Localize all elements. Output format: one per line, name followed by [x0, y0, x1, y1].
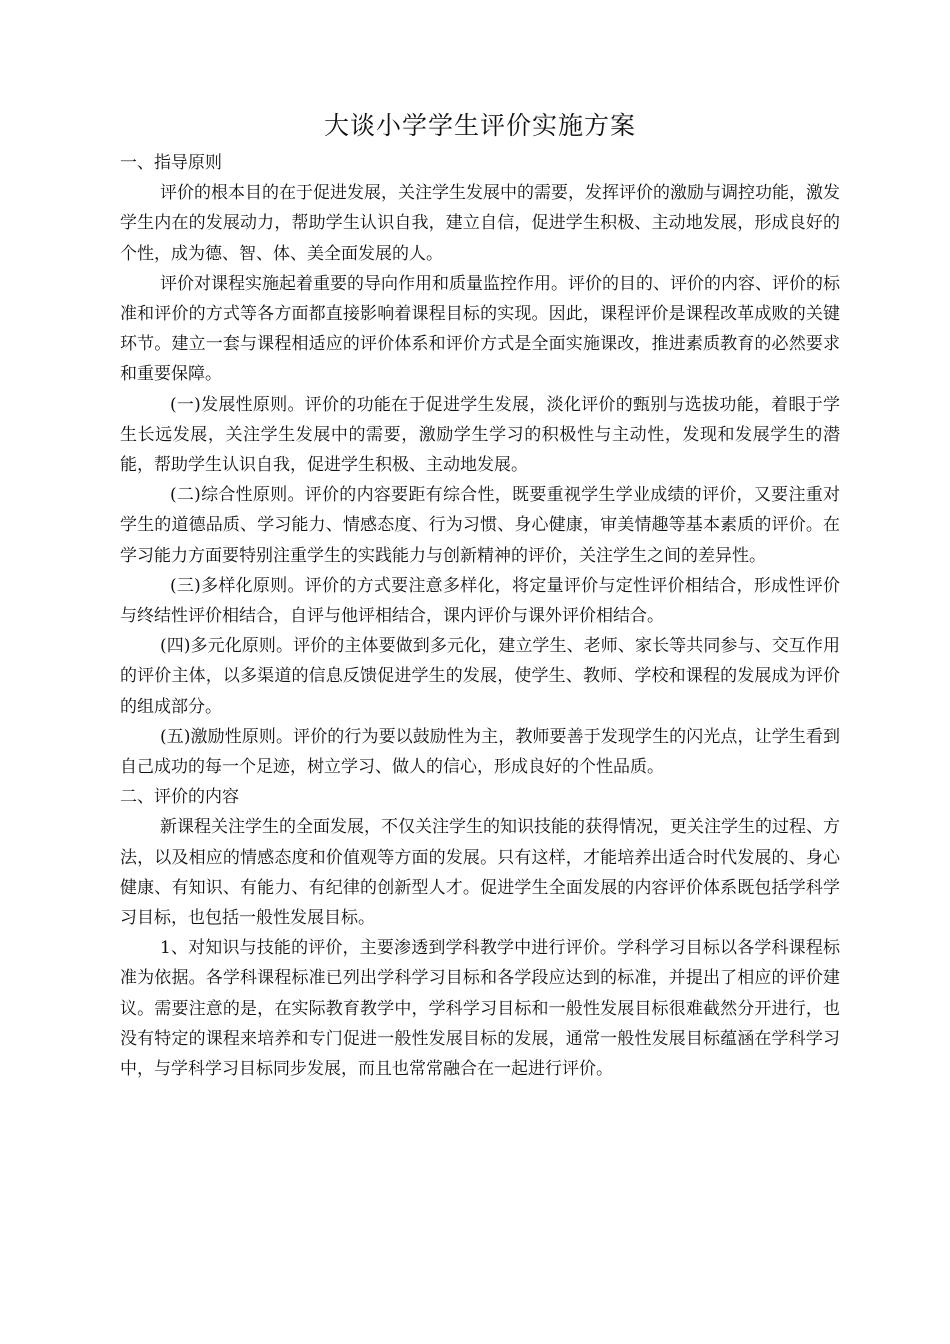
section-heading-guiding-principles: 一、指导原则 — [120, 153, 222, 173]
paragraph-evaluation-role: 评价对课程实施起着重要的导向作用和质量监控作用。评价的目的、评价的内容、评价的标准和评价的方式等各方面都直接影响着课程目标的实现。因此，课程评价是课程改革成败的关键环节。建立一套与课程相适应的评价体系和评价方式是全面实施课改，推进素质教育的必然要求和重要保障。 — [120, 273, 840, 385]
paragraph-evaluation-purpose: 评价的根本目的在于促进发展，关注学生发展中的需要，发挥评价的激励与调控功能，激发学生内在的发展动力，帮助学生认识自我，建立自信，促进学生积极、主动地发展，形成良好的个性，成为德、智、体、美全面发展的人。 — [120, 183, 840, 264]
paragraph-pluralism-principle: (四)多元化原则。评价的主体要做到多元化，建立学生、老师、家长等共同参与、交互作用的评价主体，以多渠道的信息反馈促进学生的发展，使学生、教师、学校和课程的发展成为评价的组成部分。 — [120, 636, 840, 717]
paragraph-diversity-principle: (三)多样化原则。评价的方式要注意多样化，将定量评价与定性评价相结合，形成性评价与终结性评价相结合，自评与他评相结合，课内评价与课外评价相结合。 — [120, 575, 840, 627]
paragraph-developmental-principle: (一)发展性原则。评价的功能在于促进学生发展，淡化评价的甄别与选拔功能，着眼于学生长远发展，关注学生发展中的需要，激励学生学习的积极性与主动性，发现和发展学生的潜能，帮助学生认识自我，促进学生积极、主动地发展。 — [120, 394, 840, 476]
document-body — [120, 148, 840, 1084]
document-title: 大谈小学学生评价实施方案 — [323, 111, 636, 140]
paragraph-comprehensive-principle: (二)综合性原则。评价的内容要距有综合性，既要重视学生学业成绩的评价，又要注重对学生的道德品质、学习能力、情感态度、行为习惯、身心健康，审美情趣等基本素质的评价。在学习能力方面要特别注重学生的实践能力与创新精神的评价，关注学生之间的差异性。 — [120, 485, 840, 566]
section-heading-evaluation-content: 二、评价的内容 — [120, 787, 239, 808]
paragraph-incentive-principle: (五)激励性原则。评价的行为要以鼓励性为主，教师要善于发现学生的闪光点，让学生看到自己成功的每一个足迹，树立学习、做人的信心，形成良好的个性品质。 — [120, 726, 840, 778]
paragraph-comprehensive-development: 新课程关注学生的全面发展，不仅关注学生的知识技能的获得情况，更关注学生的过程、方法，以及相应的情感态度和价值观等方面的发展。只有这样，才能培养出适合时代发展的、身心健康、有知识、有能力、有纪律的创新型人才。促进学生全面发展的内容评价体系既包括学科学习目标，也包括一般性发展目标。 — [120, 817, 840, 929]
paragraph-knowledge-skills-evaluation: 1、对知识与技能的评价，主要渗透到学科教学中进行评价。学科学习目标以各学科课程标准为依据。各学科课程标准已列出学科学习目标和各学段应达到的标准，并提出了相应的评价建议。需要注意的是，在实际教育教学中，学科学习目标和一般性发展目标很难截然分开进行，也没有特定的课程来培养和专门促进一般性发展目标的发展，通常一般性发展目标蕴涵在学科学习中，与学科学习目标同步发展，而且也常常融合在一起进行评价。 — [120, 938, 840, 1080]
